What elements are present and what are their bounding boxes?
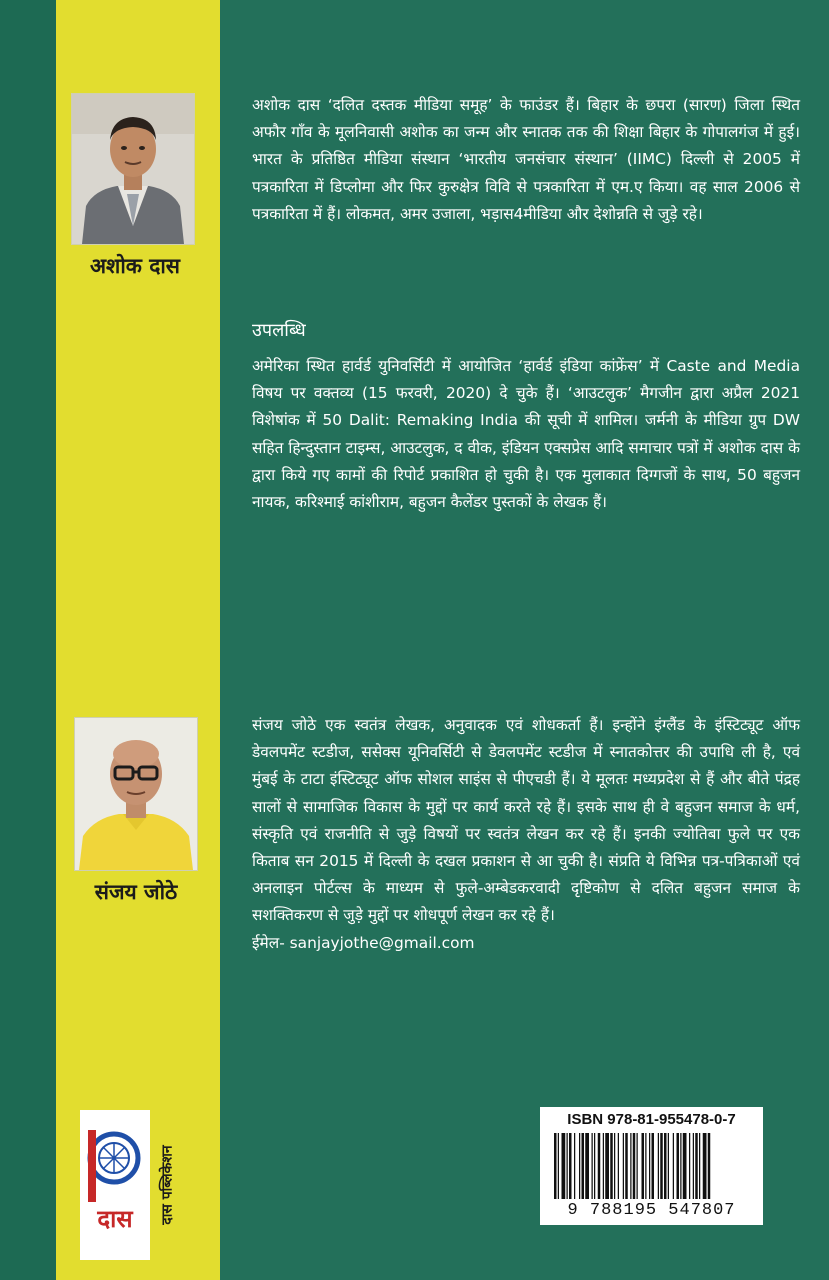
publisher-logo-name: दास — [97, 1205, 133, 1233]
barcode-bar — [562, 1133, 566, 1199]
barcode-bar — [658, 1133, 659, 1199]
author-name-ashok: अशोक दास — [90, 254, 180, 278]
barcode-bar — [703, 1133, 707, 1199]
barcode-bar — [649, 1133, 650, 1199]
barcode-bar — [693, 1133, 694, 1199]
barcode-bar — [574, 1133, 575, 1199]
barcode-bar — [598, 1133, 601, 1199]
barcode-bar — [633, 1133, 636, 1199]
barcode-bar — [637, 1133, 638, 1199]
barcode-bar — [585, 1133, 589, 1199]
portrait-man-suit — [72, 94, 194, 244]
barcode-bar — [603, 1133, 604, 1199]
barcode-bar — [660, 1133, 663, 1199]
barcode-bar — [652, 1133, 655, 1199]
barcode-bar — [642, 1133, 645, 1199]
author-bio-ashok: अशोक दास ‘दलित दस्तक मीडिया समूह’ के फाउंडर हैं। बिहार के छपरा (सारण) जिला स्थित अफौर गाँव के मूलनिवासी अशोक का जन्म और स्नातक तक की शिक्षा बिहार के गोपालगंज में हुई। भारत के प्रतिष्ठित मीडिया संस्थान ‘भारतीय जनसंचार संस्थान’ (IIMC) दिल्ली से 2005 में पत्रकारिता में डिप्लोमा और फिर कुरुक्षेत्र विवि से पत्रकारिता में एम.ए किया। वह साल 2006 से पत्रकारिता में हैं। लोकमत, अमर उजाला, भड़ास4मीडिया और देशोन्नति से जुड़े रहे। — [252, 96, 800, 223]
barcode-bar — [630, 1133, 631, 1199]
barcode-bar — [582, 1133, 585, 1199]
barcode-bar — [605, 1133, 609, 1199]
barcode-bar — [673, 1133, 674, 1199]
publisher-emblem-icon — [80, 1110, 150, 1260]
achievements-text: अमेरिका स्थित हार्वर्ड युनिवर्सिटी में आयोजित ‘हार्वर्ड इंडिया कांफ्रेंस’ में Caste and Media विषय पर वक्तव्य (15 फरवरी, 2020) दे चुके हैं। ‘आउटलुक’ मैगजीन द्वारा अप्रैल 2021 विशेषांक में 50 Dalit: Remaking India की सूची में शामिल। जर्मनी के मीडिया ग्रुप DW सहित हिन्दुस्तान टाइम्स, आउटलुक, द वीक, इंडियन एक्सप्रेस आदि समाचार पत्रों में अशोक दास के द्वारा किये गए कामों की रिपोर्ट प्रकाशित हो चुकी है। एक मुलाकात दिग्गजों के साथ, 50 बहुजन नायक, करिश्माई कांशीराम, बहुजन कैलेंडर पुस्तकों के लेखक हैं। — [252, 357, 800, 512]
barcode-bar — [680, 1133, 681, 1199]
barcode-bar — [677, 1133, 680, 1199]
author-name-sanjay: संजय जोठे — [94, 880, 178, 904]
barcode-bar — [683, 1133, 687, 1199]
publisher-side-text: दास पब्लिकेशन — [159, 1145, 176, 1225]
barcode-bar — [645, 1133, 646, 1199]
barcode-bar — [554, 1133, 557, 1199]
author-email: ईमेल- sanjayjothe@gmail.com — [252, 933, 475, 952]
author-photo-ashok — [71, 93, 195, 245]
barcode-bar — [567, 1133, 568, 1199]
portrait-man-glasses — [75, 718, 197, 870]
publisher-logo-card — [80, 1110, 150, 1260]
barcode-bar — [664, 1133, 667, 1199]
barcode-bar — [569, 1133, 572, 1199]
author-bio-sanjay-block — [252, 712, 800, 957]
isbn-barcode-box — [540, 1107, 763, 1225]
publisher-logo — [80, 1110, 184, 1262]
author-bio-sanjay: संजय जोठे एक स्वतंत्र लेखक, अनुवादक एवं शोधकर्ता हैं। इन्होंने इंग्लैंड के इंस्टिट्यूट ऑफ डेवलपमेंट स्टडीज, ससेक्स यूनिवर्सिटी से डेवलपमेंट स्टडीज में स्नातकोत्तर की उपाधि ली है, एवं मुंबई के टाटा इंस्टिट्यूट ऑफ सोशल साइंस से पीएचडी हैं। ये मूलतः मध्यप्रदेश से हैं और बीते पंद्रह सालों से सामाजिक विकास के मुद्दों पर कार्य करते रहे हैं। इसके साथ ही वे बहुजन समाज के धर्म, संस्कृति एवं राजनीति से जुड़े विषयों पर स्वतंत्र लेखन कर रहे हैं। इनकी ज्योतिबा फुले पर एक किताब सन 2015 में दिल्ली के दखल प्रकाशन से आ चुकी है। संप्रति ये विभिन्न पत्र-पत्रिकाओं एवं अनलाइन पोर्टल्स के माध्यम से फुले-अम्बेडकरवादी दृष्टिकोण से दलित बहुजन समाज के सशक्तिकरण से जुड़े मुद्दों पर शोधपूर्ण लेखन कर रहे हैं। — [252, 716, 800, 925]
barcode-bar — [699, 1133, 700, 1199]
barcode-bar — [623, 1133, 624, 1199]
author-photo-sanjay — [74, 717, 198, 871]
achievements-heading: उपलब्धि — [252, 320, 306, 341]
barcode-bar — [695, 1133, 698, 1199]
barcode-bar — [614, 1133, 615, 1199]
barcode-digits: 9 788195 547807 — [567, 1201, 736, 1220]
barcode-bar — [610, 1133, 613, 1199]
barcode-bar — [668, 1133, 669, 1199]
barcode-bar — [618, 1133, 619, 1199]
barcode-bar — [594, 1133, 595, 1199]
isbn-label: ISBN 978-81-955478-0-7 — [567, 1111, 736, 1128]
publisher-side-strip — [150, 1110, 184, 1260]
barcode-bar — [625, 1133, 628, 1199]
barcode-bar — [579, 1133, 580, 1199]
barcode-icon — [554, 1133, 750, 1199]
left-edge-strip — [0, 0, 56, 1280]
barcode-bar — [592, 1133, 593, 1199]
barcode-bar — [689, 1133, 690, 1199]
barcode-bar — [558, 1133, 559, 1199]
barcode-bar — [708, 1133, 711, 1199]
